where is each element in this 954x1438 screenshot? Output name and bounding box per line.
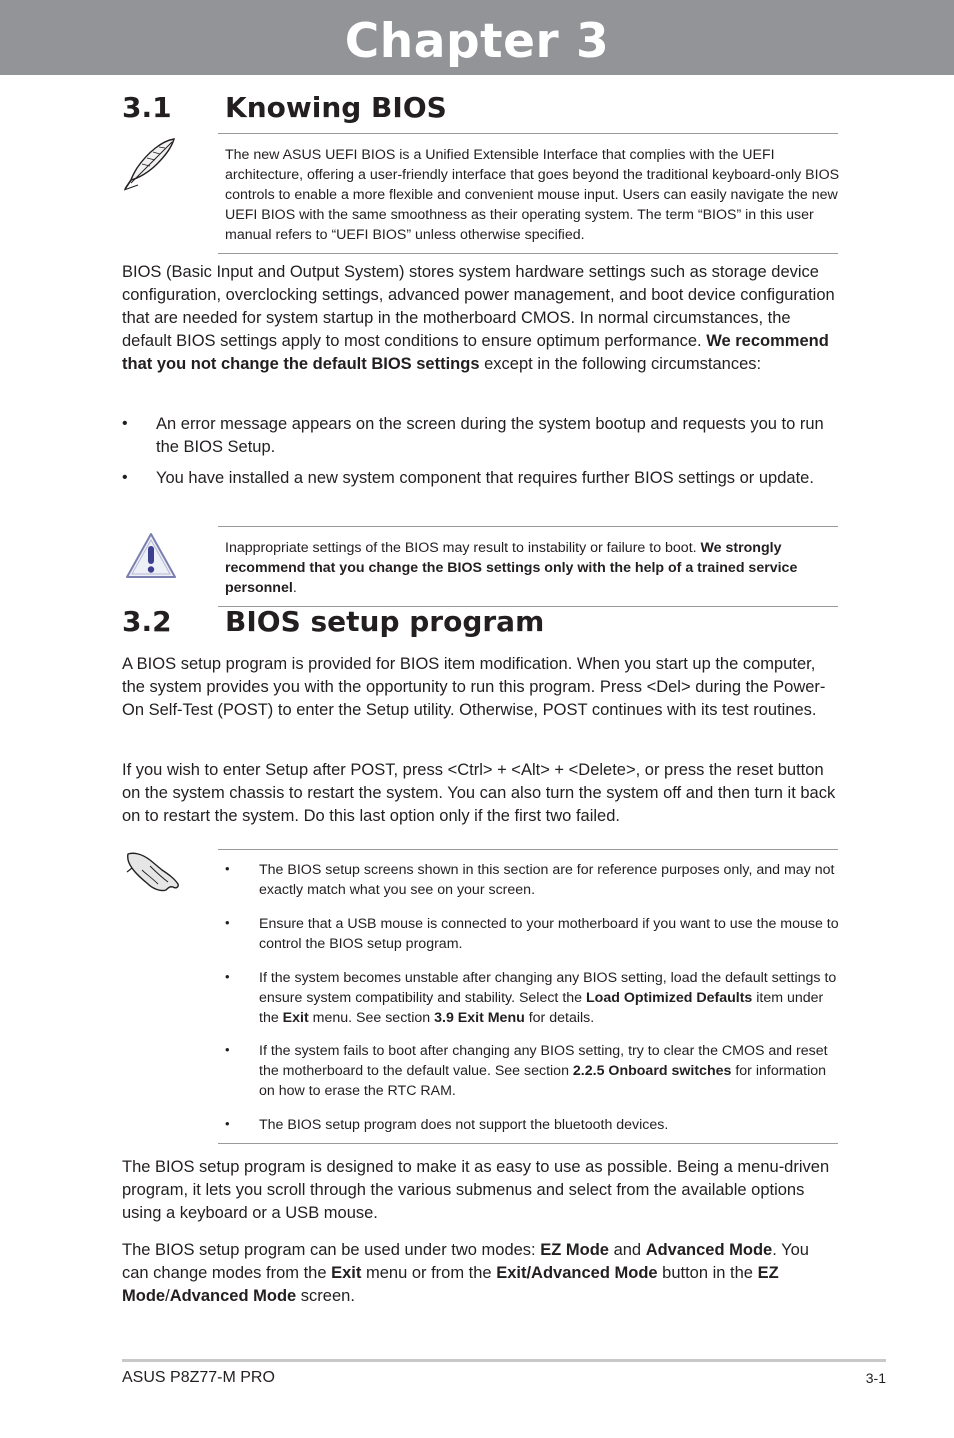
pointing-hand-icon [124,846,182,894]
setup-paragraph-3: The BIOS setup program is designed to make it as easy to use as possible. Being a menu-driven program, it lets you scroll through the various submenus and select from the available options using a keyboard or a USB mouse. [122,1158,830,1222]
tip-item-4 [259,1041,839,1101]
note-bullet-marker: • [225,915,230,930]
tip-text: for information on how to erase the RTC RAM. [259,1063,827,1099]
note-bullet-marker: • [225,861,230,876]
section-number: 3.1 [122,91,172,124]
setup-paragraph-4 [122,1239,838,1308]
bullet-item: An error message appears on the screen during the system bootup and requests you to run the BIOS Setup. [156,415,824,456]
section-heading-3-2 [122,606,544,638]
tip-text: menu. See section [308,1010,435,1026]
p4-emphasis: Exit [331,1264,362,1282]
note-top-rule [218,133,838,134]
note-bullet-marker: • [225,1116,230,1131]
tip-emphasis: 3.9 Exit Menu [434,1010,525,1026]
p4-emphasis: EZ Mode [122,1264,779,1305]
warning-emphasis: We strongly recommend that you change the BIOS settings only with the help of a trained service personnel [225,540,798,596]
tip-item-3 [259,968,839,1028]
tip-text: If the system fails to boot after changing any BIOS setting, try to clear the CMOS and reset the motherboard to the default value. See section [259,1043,828,1079]
bios-intro-paragraph [122,261,838,376]
p4-text: and [608,1241,646,1259]
bullet-marker: • [122,415,128,432]
tip-emphasis: Load Optimized Defaults [585,990,753,1006]
p4-text: . You can change modes from the [122,1241,809,1282]
warning-triangle-icon [124,531,178,581]
p4-text: / [165,1287,170,1305]
p4-emphasis: EZ Mode [540,1241,609,1259]
footer-rule [122,1359,886,1362]
bullet-marker: • [122,469,128,486]
section-number: 3.2 [122,605,172,638]
section-title: Knowing BIOS [225,91,447,124]
tip-item-5: The BIOS setup program does not support the bluetooth devices. [259,1117,669,1133]
warning-text-end: . [292,580,297,596]
warning-text-start: Inappropriate settings of the BIOS may result to instability or failure to boot. [225,540,701,556]
tip-item-2: Ensure that a USB mouse is connected to your motherboard if you want to use the mouse to control the BIOS setup program. [259,916,839,952]
tip-item-1: The BIOS setup screens shown in this section are for reference purposes only, and may not exactly match what you see on your screen. [259,862,835,898]
p4-text: button in the [657,1264,758,1282]
uefi-note-text: The new ASUS UEFI BIOS is a Unified Extensible Interface that complies with the UEFI architecture, offering a user-friendly interface that goes beyond the traditional keyboard-only BIOS controls to enable a more flexible and convenient mouse input. Users can easily navigate the new UEFI BIOS with the same smoothness as their operating system. The term “BIOS” in this user manual refers to “UEFI BIOS” unless otherwise specified. [225,147,840,243]
note-bullet-marker: • [225,969,230,984]
setup-paragraph-1: A BIOS setup program is provided for BIOS item modification. When you start up the computer, the system provides you with the opportunity to run this program. Press <Del> during the Power-On Self-Test (POST) to enter the Setup utility. Otherwise, POST continues with its test routines. [122,655,826,719]
setup-paragraph-2: If you wish to enter Setup after POST, press <Ctrl> + <Alt> + <Delete>, or press the reset button on the system chassis to restart the system. You can also turn the system off and then turn it back on to restart the system. Do this last option only if the first two failed. [122,761,836,825]
warning-text [225,538,840,598]
p4-text: menu or from the [361,1264,497,1282]
tip-top-rule [218,849,838,850]
tip-emphasis: Exit [282,1010,309,1026]
p4-emphasis: Exit/Advanced Mode [496,1264,658,1282]
warning-top-rule [218,526,838,527]
footer-product-name: ASUS P8Z77-M PRO [122,1369,275,1386]
tip-text: item under the [259,990,824,1026]
tip-bottom-rule [218,1143,838,1144]
bullet-item: You have installed a new system component that requires further BIOS settings or update. [156,469,814,487]
footer-page-number: 3-1 [865,1370,886,1386]
tip-emphasis: 2.2.5 Onboard switches [572,1063,732,1079]
p4-emphasis: Advanced Mode [645,1241,773,1259]
tip-text: for details. [524,1010,595,1026]
quill-pen-icon [122,136,178,192]
intro-text-end: except in the following circumstances: [479,355,762,373]
p4-emphasis: Advanced Mode [169,1287,297,1305]
note-bullet-marker: • [225,1042,230,1057]
tip-text: If the system becomes unstable after changing any BIOS setting, load the default settings to ensure system compatibility and stability. Select the [259,970,837,1006]
p4-text: The BIOS setup program can be used under two modes: [122,1241,541,1259]
section-heading-3-1 [122,92,447,124]
p4-text: screen. [296,1287,355,1305]
intro-text: BIOS (Basic Input and Output System) stores system hardware settings such as storage device configuration, overclocking settings, advanced power management, and boot device configuration that are needed for system startup in the motherboard CMOS. In normal circumstances, the default BIOS settings apply to most conditions to ensure optimum performance. [122,263,835,350]
chapter-title: Chapter 3 [344,14,610,69]
note-bottom-rule [218,253,838,254]
section-title: BIOS setup program [225,605,545,638]
intro-emphasis: We recommend that you not change the default BIOS settings [122,332,829,373]
